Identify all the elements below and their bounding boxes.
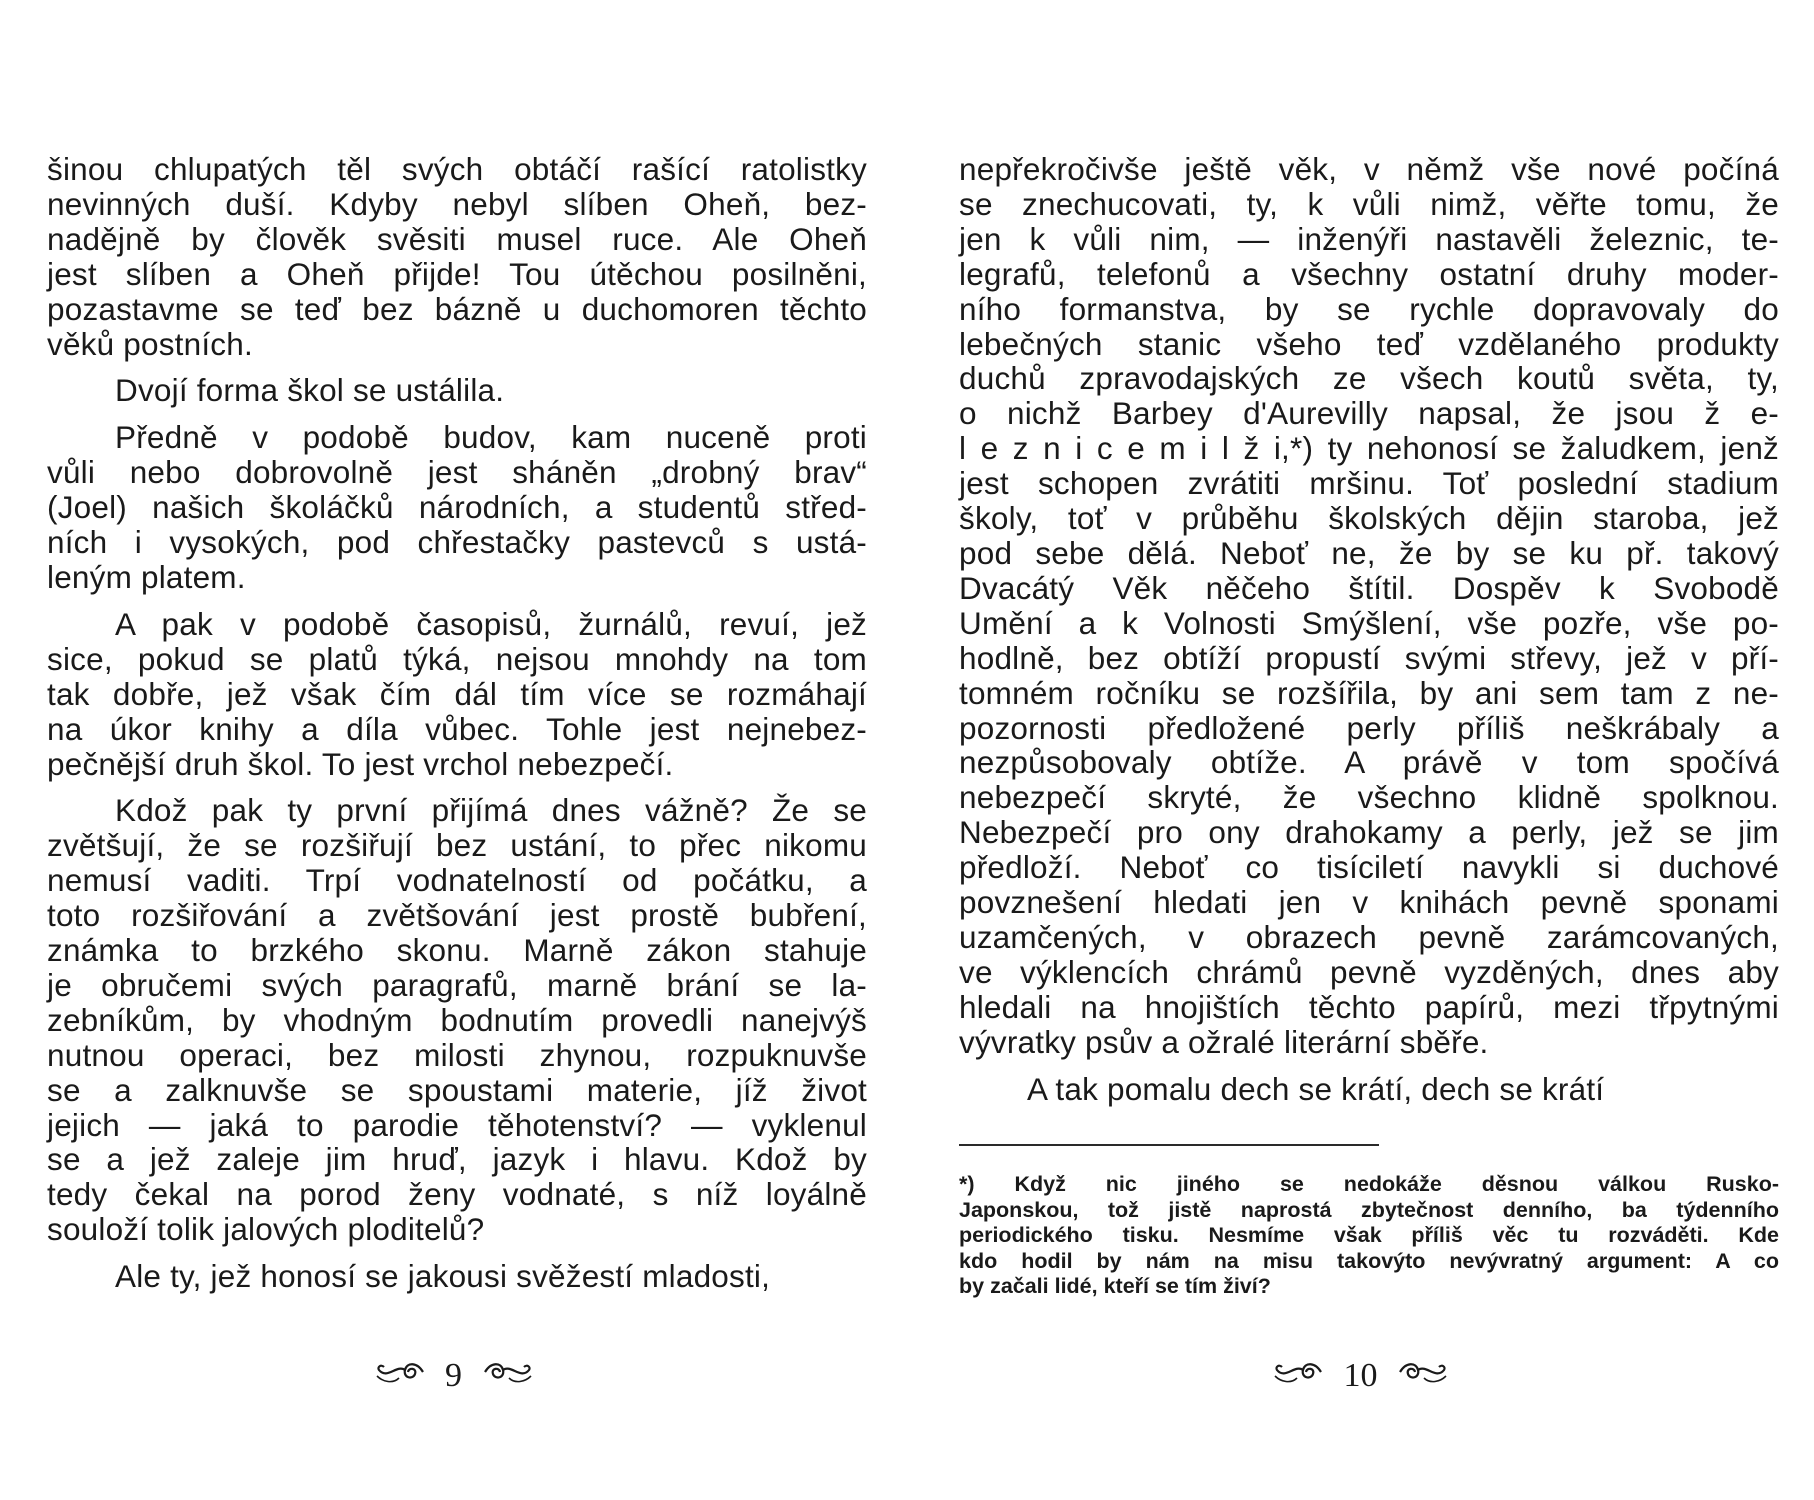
text-line: nezpůsobovaly obtíže. A právě v tom spočívá xyxy=(959,744,1779,781)
page-number: 10 xyxy=(1343,1357,1378,1395)
right-page xyxy=(907,0,1814,1500)
paragraph xyxy=(959,152,1779,1060)
text-line: pozastavme se teď bez bázně u duchomoren těchto xyxy=(47,290,867,327)
text-line: se a zalknuvše se spoustami materie, jíž život xyxy=(47,1071,867,1108)
text-line: nepřekročivše ještě věk, v němž vše nové počíná xyxy=(959,151,1779,187)
paragraph xyxy=(47,793,867,1247)
text-line: legrafů, telefonů a všechny ostatní druhy moder- xyxy=(959,255,1779,292)
footnote-line: kdo hodil by nám na misu takovýto nevývratný argument: A co xyxy=(959,1248,1779,1273)
text-line: vývratky psův a ožralé literární sběře. xyxy=(959,1023,1489,1060)
text-line: hodlně, bez obtíží propustí svými střevy, jež v pří- xyxy=(959,639,1779,676)
footnote-divider xyxy=(959,1144,1379,1146)
footnote-line: Japonskou, tož jistě naprostá zbytečnost denního, ba týdenního xyxy=(959,1197,1779,1222)
text-line: Předně v podobě budov, kam nuceně proti xyxy=(115,419,867,456)
text-line: pod sebe dělá. Neboť ne, že by se ku př. takový xyxy=(959,534,1779,571)
folio-ornament-left-icon xyxy=(373,1356,427,1396)
text-line: Nebezpečí pro ony drahokamy a perly, jež se jim xyxy=(959,814,1779,851)
text-line: povznešení hledati jen v knihách pevně sponami xyxy=(959,884,1779,921)
text-line: A pak v podobě časopisů, žurnálů, revuí, jež xyxy=(115,605,867,642)
text-line: Kdož pak ty první přijímá dnes vážně? Že se xyxy=(115,792,867,829)
text-line: se znechucovati, ty, k vůli nimž, věřte tomu, že xyxy=(959,185,1779,222)
footnote-line: *) Když nic jiného se nedokáže děsnou válkou Rusko- xyxy=(959,1172,1779,1196)
text-line: se a jež zaleje jim hruď, jazyk i hlavu. Kdož by xyxy=(47,1141,867,1178)
text-line: nadějně by člověk svěsiti musel ruce. Ale Oheň xyxy=(47,220,867,257)
text-line: sice, pokud se platů týká, nejsou mnohdy na tom xyxy=(47,640,867,677)
text-line: leným platem. xyxy=(47,558,246,595)
text-line: uzamčených, v obrazech pevně zarámcovaných, xyxy=(959,918,1779,955)
folio-ornament-left-icon xyxy=(1271,1356,1325,1396)
text-line: jest schopen zvrátiti mršinu. Toť poslední stadium xyxy=(959,465,1779,502)
text-line: jejich — jaká to parodie těhotenství? — vyklenul xyxy=(47,1106,867,1143)
text-line: tedy čekal na porod ženy vodnaté, s níž loyálně xyxy=(47,1176,867,1213)
footnote-line: by začali lidé, kteří se tím živí? xyxy=(959,1274,1271,1298)
folio-ornament-right-icon xyxy=(1396,1356,1450,1396)
text-line: známka to brzkého skonu. Marně zákon stahuje xyxy=(47,932,867,969)
text-line: nutnou operaci, bez milosti zhynou, rozpuknuvše xyxy=(47,1036,867,1073)
text-line: ve výklencích chrámů pevně vyzděných, dnes aby xyxy=(959,953,1779,990)
text-line: (Joel) našich školáčků národních, a studentů střed- xyxy=(47,489,867,526)
text-line: lebečných stanic všeho teď vzdělaného produkty xyxy=(959,325,1779,362)
text-line: tomném ročníku se rozšířila, by ani sem tam z ne- xyxy=(959,674,1779,711)
text-line: A tak pomalu dech se krátí, dech se krátí xyxy=(1027,1070,1605,1107)
text-line: nemusí vaditi. Trpí vodnatelností od počátku, a xyxy=(47,862,867,899)
text-line: Ale ty, jež honosí se jakousi svěžestí mladosti, xyxy=(115,1258,771,1295)
text-line: jest slíben a Oheň přijde! Tou útěchou posilněni, xyxy=(47,255,867,292)
text-line: o nichž Barbey d'Aurevilly napsal, že jsou ž e- xyxy=(959,395,1779,432)
text-line: zvětšují, že se rozšiřují bez ustání, to přec nikomu xyxy=(47,827,867,864)
paragraph xyxy=(959,1072,1779,1107)
paragraph xyxy=(47,420,867,595)
text-line: ních i vysokých, pod chřestačky pastevců s ustá- xyxy=(47,524,867,561)
text-line: na úkor knihy a díla vůbec. Tohle jest nejnebez- xyxy=(47,710,867,747)
text-line: l e z n i c e m i l ž i,*) ty nehonosí se žaludkem, jenž xyxy=(959,430,1779,467)
text-line: zebníkům, by vhodným bodnutím provedli nanejvýš xyxy=(47,1001,867,1038)
text-line: školy, toť v průběhu školských dějin staroba, jež xyxy=(959,500,1779,537)
text-line: ního formanstva, by se rychle dopravovaly do xyxy=(959,290,1779,327)
paragraph xyxy=(47,1259,867,1294)
paragraph xyxy=(47,607,867,782)
footnote-line: periodického tisku. Nesmíme však příliš věc tu rozváděti. Kde xyxy=(959,1223,1779,1247)
text-line: Dvojí forma škol se ustálila. xyxy=(115,372,505,409)
left-page-folio xyxy=(0,1354,907,1396)
text-line: je obručemi svých paragrafů, marně brání se la- xyxy=(47,966,867,1003)
paragraph xyxy=(47,373,867,408)
text-line: pozornosti předložené perly příliš neškrábaly a xyxy=(959,709,1779,746)
text-line: šinou chlupatých těl svých obtáčí rašící ratolistky xyxy=(47,151,867,187)
text-line: tak dobře, jež však čím dál tím více se rozmáhají xyxy=(47,675,867,712)
text-line: hledali na hnojištích těchto papírů, mezi třpytnými xyxy=(959,988,1779,1025)
paragraph xyxy=(47,152,867,361)
text-line: souloží tolik jalových ploditelů? xyxy=(47,1211,485,1248)
text-line: nebezpečí skryté, že všechno klidně spolknou. xyxy=(959,779,1779,816)
right-page-body xyxy=(959,152,1779,1106)
page-number: 9 xyxy=(445,1357,462,1395)
text-line: duchů zpravodajských ze všech koutů světa, ty, xyxy=(959,360,1779,397)
footnote xyxy=(959,1172,1779,1300)
text-line: Umění a k Volnosti Smýšlení, vše pozře, vše po- xyxy=(959,604,1779,641)
text-line: předloží. Neboť co tisíciletí navykli si duchové xyxy=(959,849,1779,886)
paragraph-gap xyxy=(959,1060,1779,1072)
text-line: toto rozšiřování a zvětšování jest prostě bubření, xyxy=(47,897,867,934)
text-line: pečnější druh škol. To jest vrchol nebezpečí. xyxy=(47,745,674,782)
folio-ornament-right-icon xyxy=(481,1356,535,1396)
text-line: věků postních. xyxy=(47,325,253,362)
text-line: jen k vůli nim, — inženýři nastavěli železnic, te- xyxy=(959,220,1779,257)
text-line: Dvacátý Věk něčeho štítil. Dospěv k Svobodě xyxy=(959,569,1779,606)
right-page-folio xyxy=(907,1354,1814,1396)
text-line: nevinných duší. Kdyby nebyl slíben Oheň, bez- xyxy=(47,185,867,222)
left-page-body xyxy=(47,152,867,1294)
text-line: vůli nebo dobrovolně jest sháněn „drobný brav“ xyxy=(47,454,867,491)
